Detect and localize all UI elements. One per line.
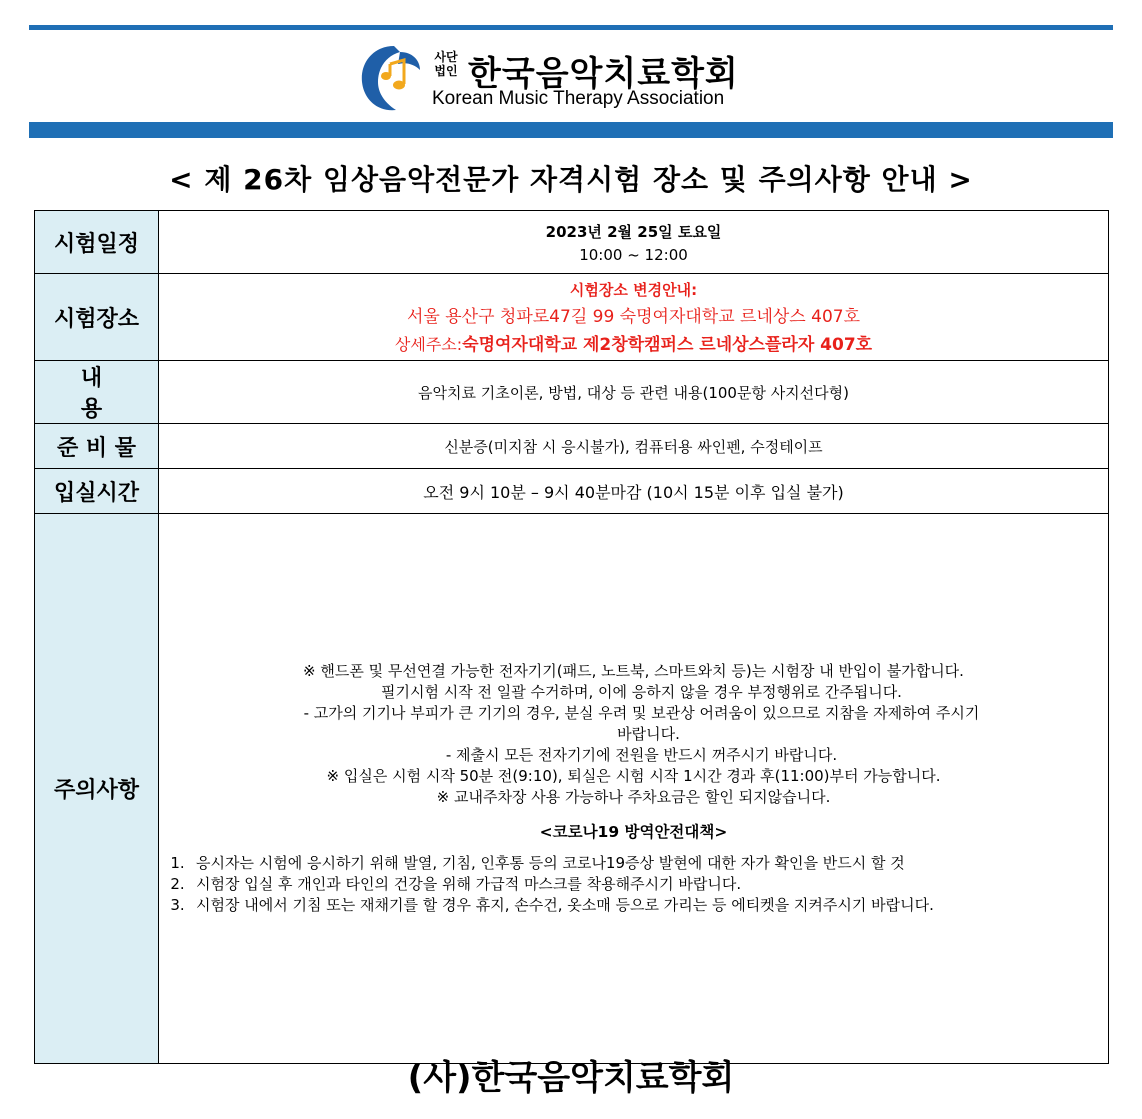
org-name-korean: 한국음악치료학회 xyxy=(468,54,739,94)
page-title: < 제 26차 임상음악전문가 자격시험 장소 및 주의사항 안내 > xyxy=(169,163,973,196)
caution-line: ※ 입실은 시험 시작 50분 전(9:10), 퇴실은 시험 시작 1시간 경과 후(11:00)부터 가능합니다. xyxy=(326,767,941,785)
row-cautions xyxy=(35,514,1109,1064)
org-name-english: Korean Music Therapy Association xyxy=(432,88,725,109)
exam-info-table xyxy=(34,210,1109,1064)
covid-item xyxy=(159,895,1108,916)
corporation-type-line1: 사단 xyxy=(434,50,458,64)
venue-change-notice: 시험장소 변경안내: xyxy=(569,281,698,299)
caution-line: ※ 교내주차장 사용 가능하나 주차요금은 할인 되지않습니다. xyxy=(436,788,831,806)
caution-line: ※ 핸드폰 및 무선연결 가능한 전자기기(패드, 노트북, 스마트와치 등)는 시험장 내 반입이 불가합니다. xyxy=(303,662,964,680)
corporation-type xyxy=(431,50,461,78)
label-cautions: 주의사항 xyxy=(35,514,159,1064)
value-content: 음악치료 기초이론, 방법, 대상 등 관련 내용(100문항 사지선다형) xyxy=(159,361,1109,424)
venue-detail-value: 숙명여자대학교 제2창학캠퍼스 르네상스플라자 407호 xyxy=(462,335,873,355)
exam-date: 2023년 2월 25일 토요일 xyxy=(545,222,722,241)
row-entry xyxy=(35,469,1109,514)
covid-item-number: 1. xyxy=(170,854,185,872)
value-venue xyxy=(159,274,1109,361)
caution-line: 필기시험 시작 전 일괄 수거하며, 이에 응하지 않을 경우 부정행위로 간주됩니다. xyxy=(381,683,902,701)
label-supplies: 준 비 물 xyxy=(35,424,159,469)
covid-item-text: 시험장 내에서 기침 또는 재채기를 할 경우 휴지, 손수건, 옷소매 등으로 가리는 등 에티켓을 지켜주시기 바랍니다. xyxy=(196,896,934,914)
label-venue: 시험장소 xyxy=(35,274,159,361)
value-cautions xyxy=(159,514,1109,1064)
row-content xyxy=(35,361,1109,424)
label-schedule: 시험일정 xyxy=(35,211,159,274)
caution-line: - 고가의 기기나 부피가 큰 기기의 경우, 분실 우려 및 보관상 어려움이 있으므로 지참을 자제하여 주시기 xyxy=(303,704,980,722)
covid-item-number: 2. xyxy=(170,875,185,893)
corporation-type-line2: 법인 xyxy=(434,64,458,78)
covid-item-text: 시험장 입실 후 개인과 타인의 건강을 위해 가급적 마스크를 착용해주시기 바랍니다. xyxy=(196,875,742,893)
covid-item xyxy=(159,853,1108,874)
header-band xyxy=(29,122,1113,138)
value-entry: 오전 9시 10분 – 9시 40분마감 (10시 15분 이후 입실 불가) xyxy=(159,469,1109,514)
music-note-logo-icon xyxy=(356,42,426,114)
exam-time: 10:00 ~ 12:00 xyxy=(579,245,688,264)
value-schedule xyxy=(159,211,1109,274)
venue-address: 서울 용산구 청파로47길 99 숙명여자대학교 르네상스 407호 xyxy=(407,307,860,327)
caution-line: 바랍니다. xyxy=(617,725,680,743)
top-rule xyxy=(29,25,1113,30)
row-supplies xyxy=(35,424,1109,469)
covid-item-number: 3. xyxy=(170,896,185,914)
label-entry: 입실시간 xyxy=(35,469,159,514)
covid-item-text: 응시자는 시험에 응시하기 위해 발열, 기침, 인후통 등의 코로나19증상 발현에 대한 자가 확인을 반드시 할 것 xyxy=(196,854,905,872)
venue-detail-prefix: 상세주소: xyxy=(394,335,463,354)
label-content: 내 용 xyxy=(35,361,159,424)
value-supplies: 신분증(미지참 시 응시불가), 컴퓨터용 싸인펜, 수정테이프 xyxy=(159,424,1109,469)
association-logo xyxy=(356,42,786,114)
row-schedule xyxy=(35,211,1109,274)
venue-detail xyxy=(159,330,1108,355)
row-venue xyxy=(35,274,1109,361)
covid-item xyxy=(159,874,1108,895)
covid-title: <코로나19 방역안전대책> xyxy=(539,823,728,841)
caution-line: - 제출시 모든 전자기기에 전원을 반드시 꺼주시기 바랍니다. xyxy=(445,746,838,764)
footer-org-name: (사)한국음악치료학회 xyxy=(407,1058,735,1098)
